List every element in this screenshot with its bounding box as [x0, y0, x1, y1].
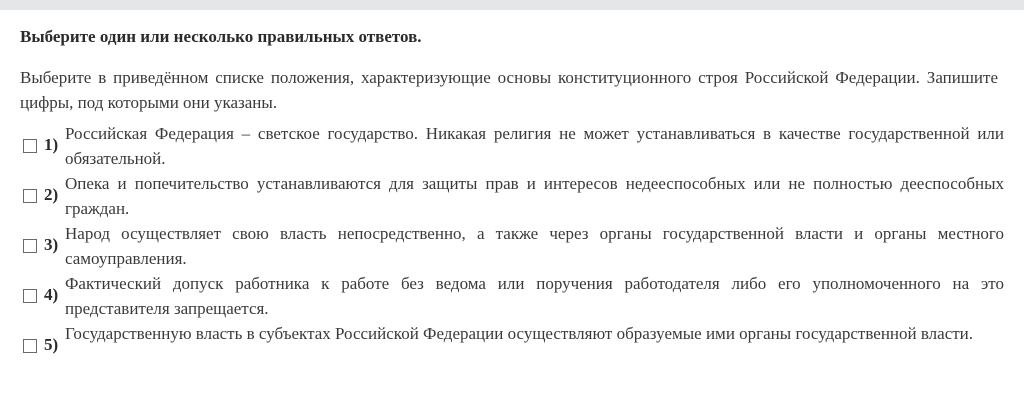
option-4-checkbox[interactable]	[23, 289, 37, 303]
option-5[interactable]	[20, 324, 1004, 374]
option-1-text: Российская Федерация – светское государство. Никакая религия не может устанавливаться в качестве государственной или обязательной.	[65, 124, 1004, 168]
instruction-text: Выберите один или несколько правильных ответов.	[20, 27, 422, 46]
option-5-text: Государственную власть в субъектах Российской Федерации осуществляют образуемые ими органы государственной власти.	[65, 324, 974, 343]
option-3-text: Народ осуществляет свою власть непосредственно, а также через органы государственной власти и органы местного самоуправления.	[65, 224, 1004, 268]
option-2[interactable]	[20, 174, 1004, 224]
answer-options	[20, 124, 1004, 374]
option-4-text: Фактический допуск работника к работе без ведома или поручения работодателя либо его уполномоченного на это представителя запрещается.	[65, 274, 1004, 318]
option-5-number: 5)	[44, 335, 59, 354]
option-2-checkbox[interactable]	[23, 189, 37, 203]
option-2-number: 2)	[44, 185, 59, 204]
option-4[interactable]	[20, 274, 1004, 324]
option-4-number: 4)	[44, 285, 59, 304]
option-3-checkbox[interactable]	[23, 239, 37, 253]
option-5-checkbox[interactable]	[23, 339, 37, 353]
question-text: Выберите в приведённом списке положения, характеризующие основы конституционного строя Российской Федерации. Запишите цифры, под которыми они указаны.	[20, 68, 998, 112]
option-2-text: Опека и попечительство устанавливаются для защиты прав и интересов недееспособных или не полностью дееспособных граждан.	[65, 174, 1004, 218]
option-3[interactable]	[20, 224, 1004, 274]
question-block	[20, 26, 1004, 374]
top-bar	[0, 0, 1024, 10]
option-1[interactable]	[20, 124, 1004, 174]
option-3-number: 3)	[44, 235, 59, 254]
option-1-checkbox[interactable]	[23, 139, 37, 153]
option-1-number: 1)	[44, 135, 59, 154]
